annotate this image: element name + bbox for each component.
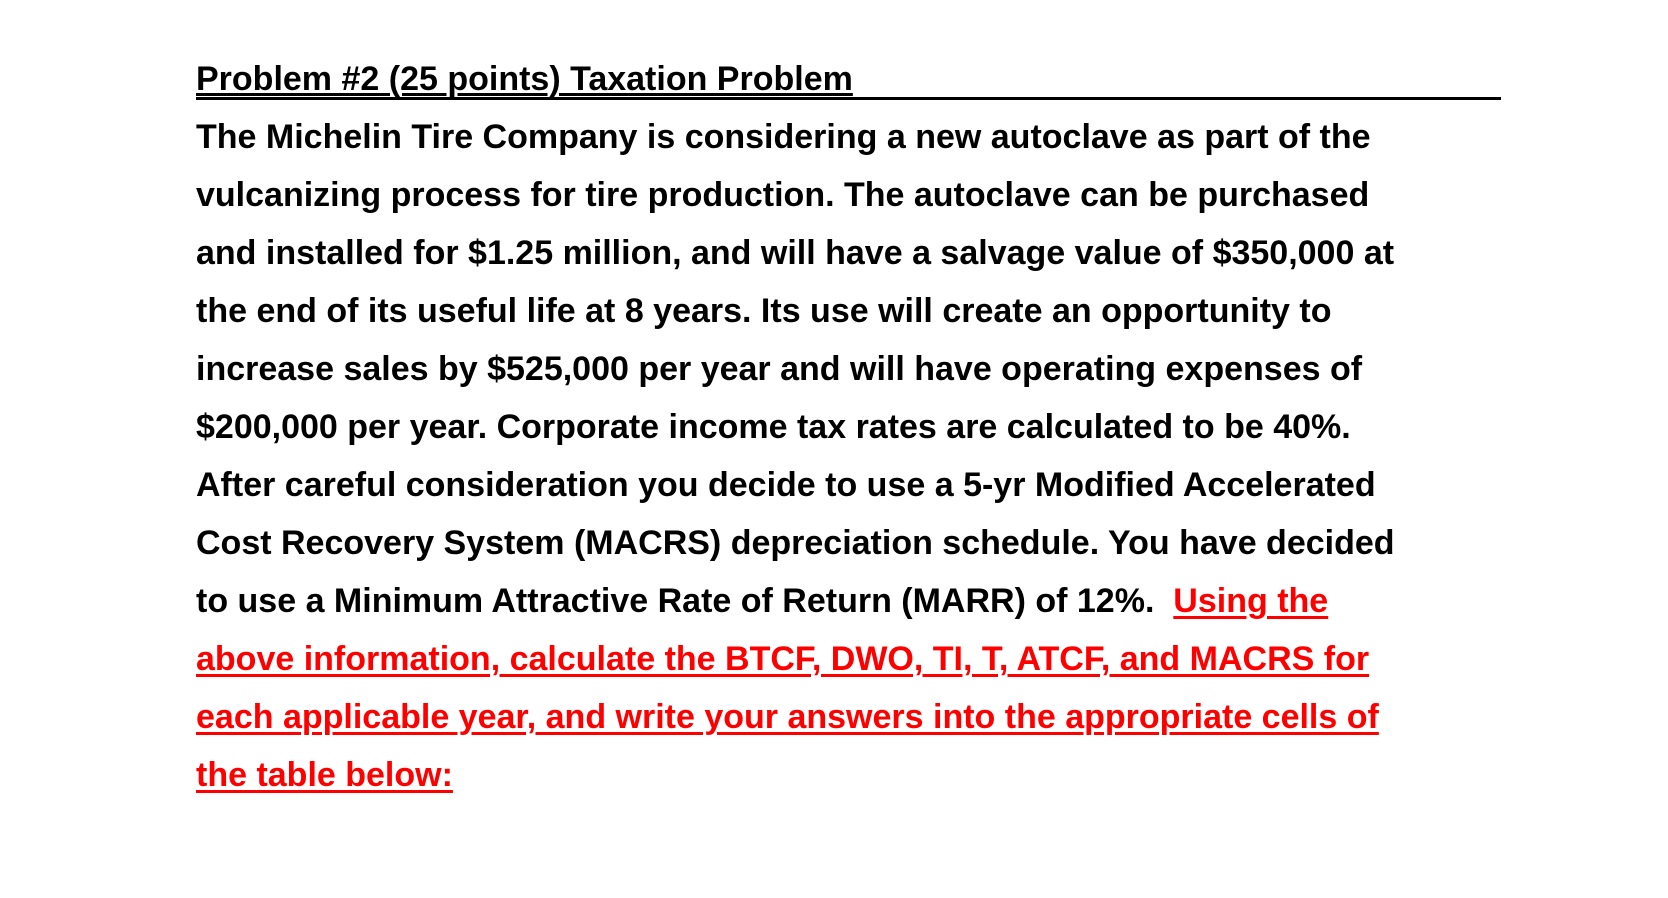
body-line-2: vulcanizing process for tire production. The autoclave can be purchased (196, 176, 1370, 214)
instruction-line-1: above information, calculate the BTCF, DWO, TI, T, ATCF, and MACRS for (196, 640, 1370, 678)
body-line-7: After careful consideration you decide to use a 5-yr Modified Accelerated (196, 466, 1376, 504)
body-line-5: increase sales by $525,000 per year and will have operating expenses of (196, 350, 1363, 388)
problem-heading: Problem #2 (25 points) Taxation Problem (196, 60, 853, 98)
instruction-start: Using the (1173, 582, 1329, 620)
heading-row (196, 58, 1501, 100)
body-line-8: Cost Recovery System (MACRS) depreciation schedule. You have decided (196, 524, 1395, 562)
body-line-1: The Michelin Tire Company is considering a new autoclave as part of the (196, 118, 1371, 156)
body-line-3: and installed for $1.25 million, and will have a salvage value of $350,000 at (196, 234, 1395, 272)
body-line-6: $200,000 per year. Corporate income tax rates are calculated to be 40%. (196, 408, 1351, 446)
marr-sentence: to use a Minimum Attractive Rate of Return (MARR) of 12%. (196, 582, 1174, 620)
body-line-4: the end of its useful life at 8 years. Its use will create an opportunity to (196, 292, 1332, 330)
instruction-line-3: the table below: (196, 756, 453, 794)
instruction-line-2: each applicable year, and write your answers into the appropriate cells of (196, 698, 1379, 736)
body-line-9 (196, 581, 1328, 621)
